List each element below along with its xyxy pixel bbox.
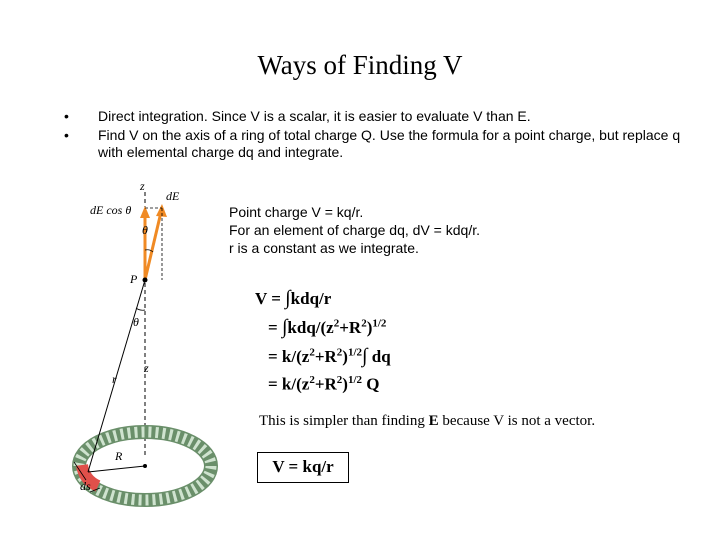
charged-ring-figure	[60, 180, 230, 525]
R-label: R	[115, 449, 123, 463]
eq-text: kdq/r	[290, 289, 332, 308]
bullet-item	[60, 108, 700, 125]
integral-symbol: ∫	[285, 287, 291, 309]
radius-line	[88, 466, 145, 472]
P-label: P	[130, 272, 138, 286]
eq-sup: 2	[333, 317, 340, 330]
eq-text: )	[366, 318, 373, 337]
dEcos-label: dE cos θ	[90, 203, 132, 217]
theta-mid-label: θ	[133, 315, 139, 329]
eq-text: V =	[255, 289, 286, 308]
note-line-3: r is a constant as we integrate.	[229, 240, 419, 256]
dE-arrow	[145, 208, 162, 280]
bullet-marker: •	[64, 108, 69, 124]
eq-text: +R	[339, 318, 362, 337]
equation-line-1	[255, 287, 331, 310]
r-label: r	[112, 372, 117, 386]
z-distance-label: z	[144, 361, 149, 375]
theta-top-label: θ	[142, 223, 148, 237]
remark-part: because V is not a vector.	[438, 413, 596, 429]
eq-text: +R	[314, 374, 337, 394]
dE-label: dE	[166, 189, 180, 203]
point-charge-note	[229, 203, 569, 257]
eq-sup: 1/2	[347, 346, 363, 359]
ds-label: ds	[80, 479, 91, 493]
theta-arc-mid	[136, 308, 145, 310]
eq-sup: 1/2	[372, 317, 387, 330]
integral-symbol: ∫	[281, 316, 288, 338]
ring-diagram	[60, 180, 230, 525]
dE-arrowhead-icon	[156, 204, 167, 217]
eq-text: )	[342, 374, 348, 394]
eq-text: dq	[367, 347, 391, 366]
bullet-marker: •	[64, 127, 69, 143]
eq-text: +R	[314, 347, 337, 366]
bullet-text: Direct integration. Since V is a scalar, it is easier to evaluate V than E.	[98, 108, 531, 124]
integral-symbol: ∫	[362, 345, 368, 367]
bullet-text: Find V on the axis of a ring of total charge Q. Use the formula for a point charge, but replace q with elemental charge dq and integrate.	[98, 127, 681, 160]
z-axis-label: z	[140, 180, 145, 193]
equation-line-2	[268, 316, 386, 339]
eq-text: )	[342, 347, 348, 366]
bullet-list	[60, 108, 700, 163]
ring-center	[143, 464, 147, 468]
point-P	[143, 278, 148, 283]
eq-text: =	[268, 318, 282, 337]
eq-sup: 2	[336, 346, 343, 359]
eq-sup: 1/2	[347, 374, 363, 386]
eq-text: = k/(z	[268, 347, 310, 366]
note-line-1: Point charge V = kq/r.	[229, 204, 364, 220]
note-line-2: For an element of charge dq, dV = kdq/r.	[229, 222, 480, 238]
equation-line-4	[268, 374, 380, 395]
eq-sup: 2	[336, 374, 343, 386]
eq-sup: 2	[309, 346, 315, 359]
remark-part: This is simpler than finding	[259, 413, 429, 429]
remark-text	[259, 413, 595, 430]
slide-title: Ways of Finding V	[257, 50, 463, 80]
eq-text: Q	[362, 374, 380, 394]
equation-line-3	[268, 345, 391, 368]
eq-text: kdq/(z	[287, 318, 334, 337]
eq-sup: 2	[309, 374, 315, 386]
eq-text: = k/(z	[268, 374, 310, 394]
bullet-item	[60, 127, 700, 161]
eq-sup: 2	[361, 317, 367, 330]
remark-bold: E	[428, 413, 439, 429]
boxed-result: V = kq/r	[257, 452, 349, 483]
